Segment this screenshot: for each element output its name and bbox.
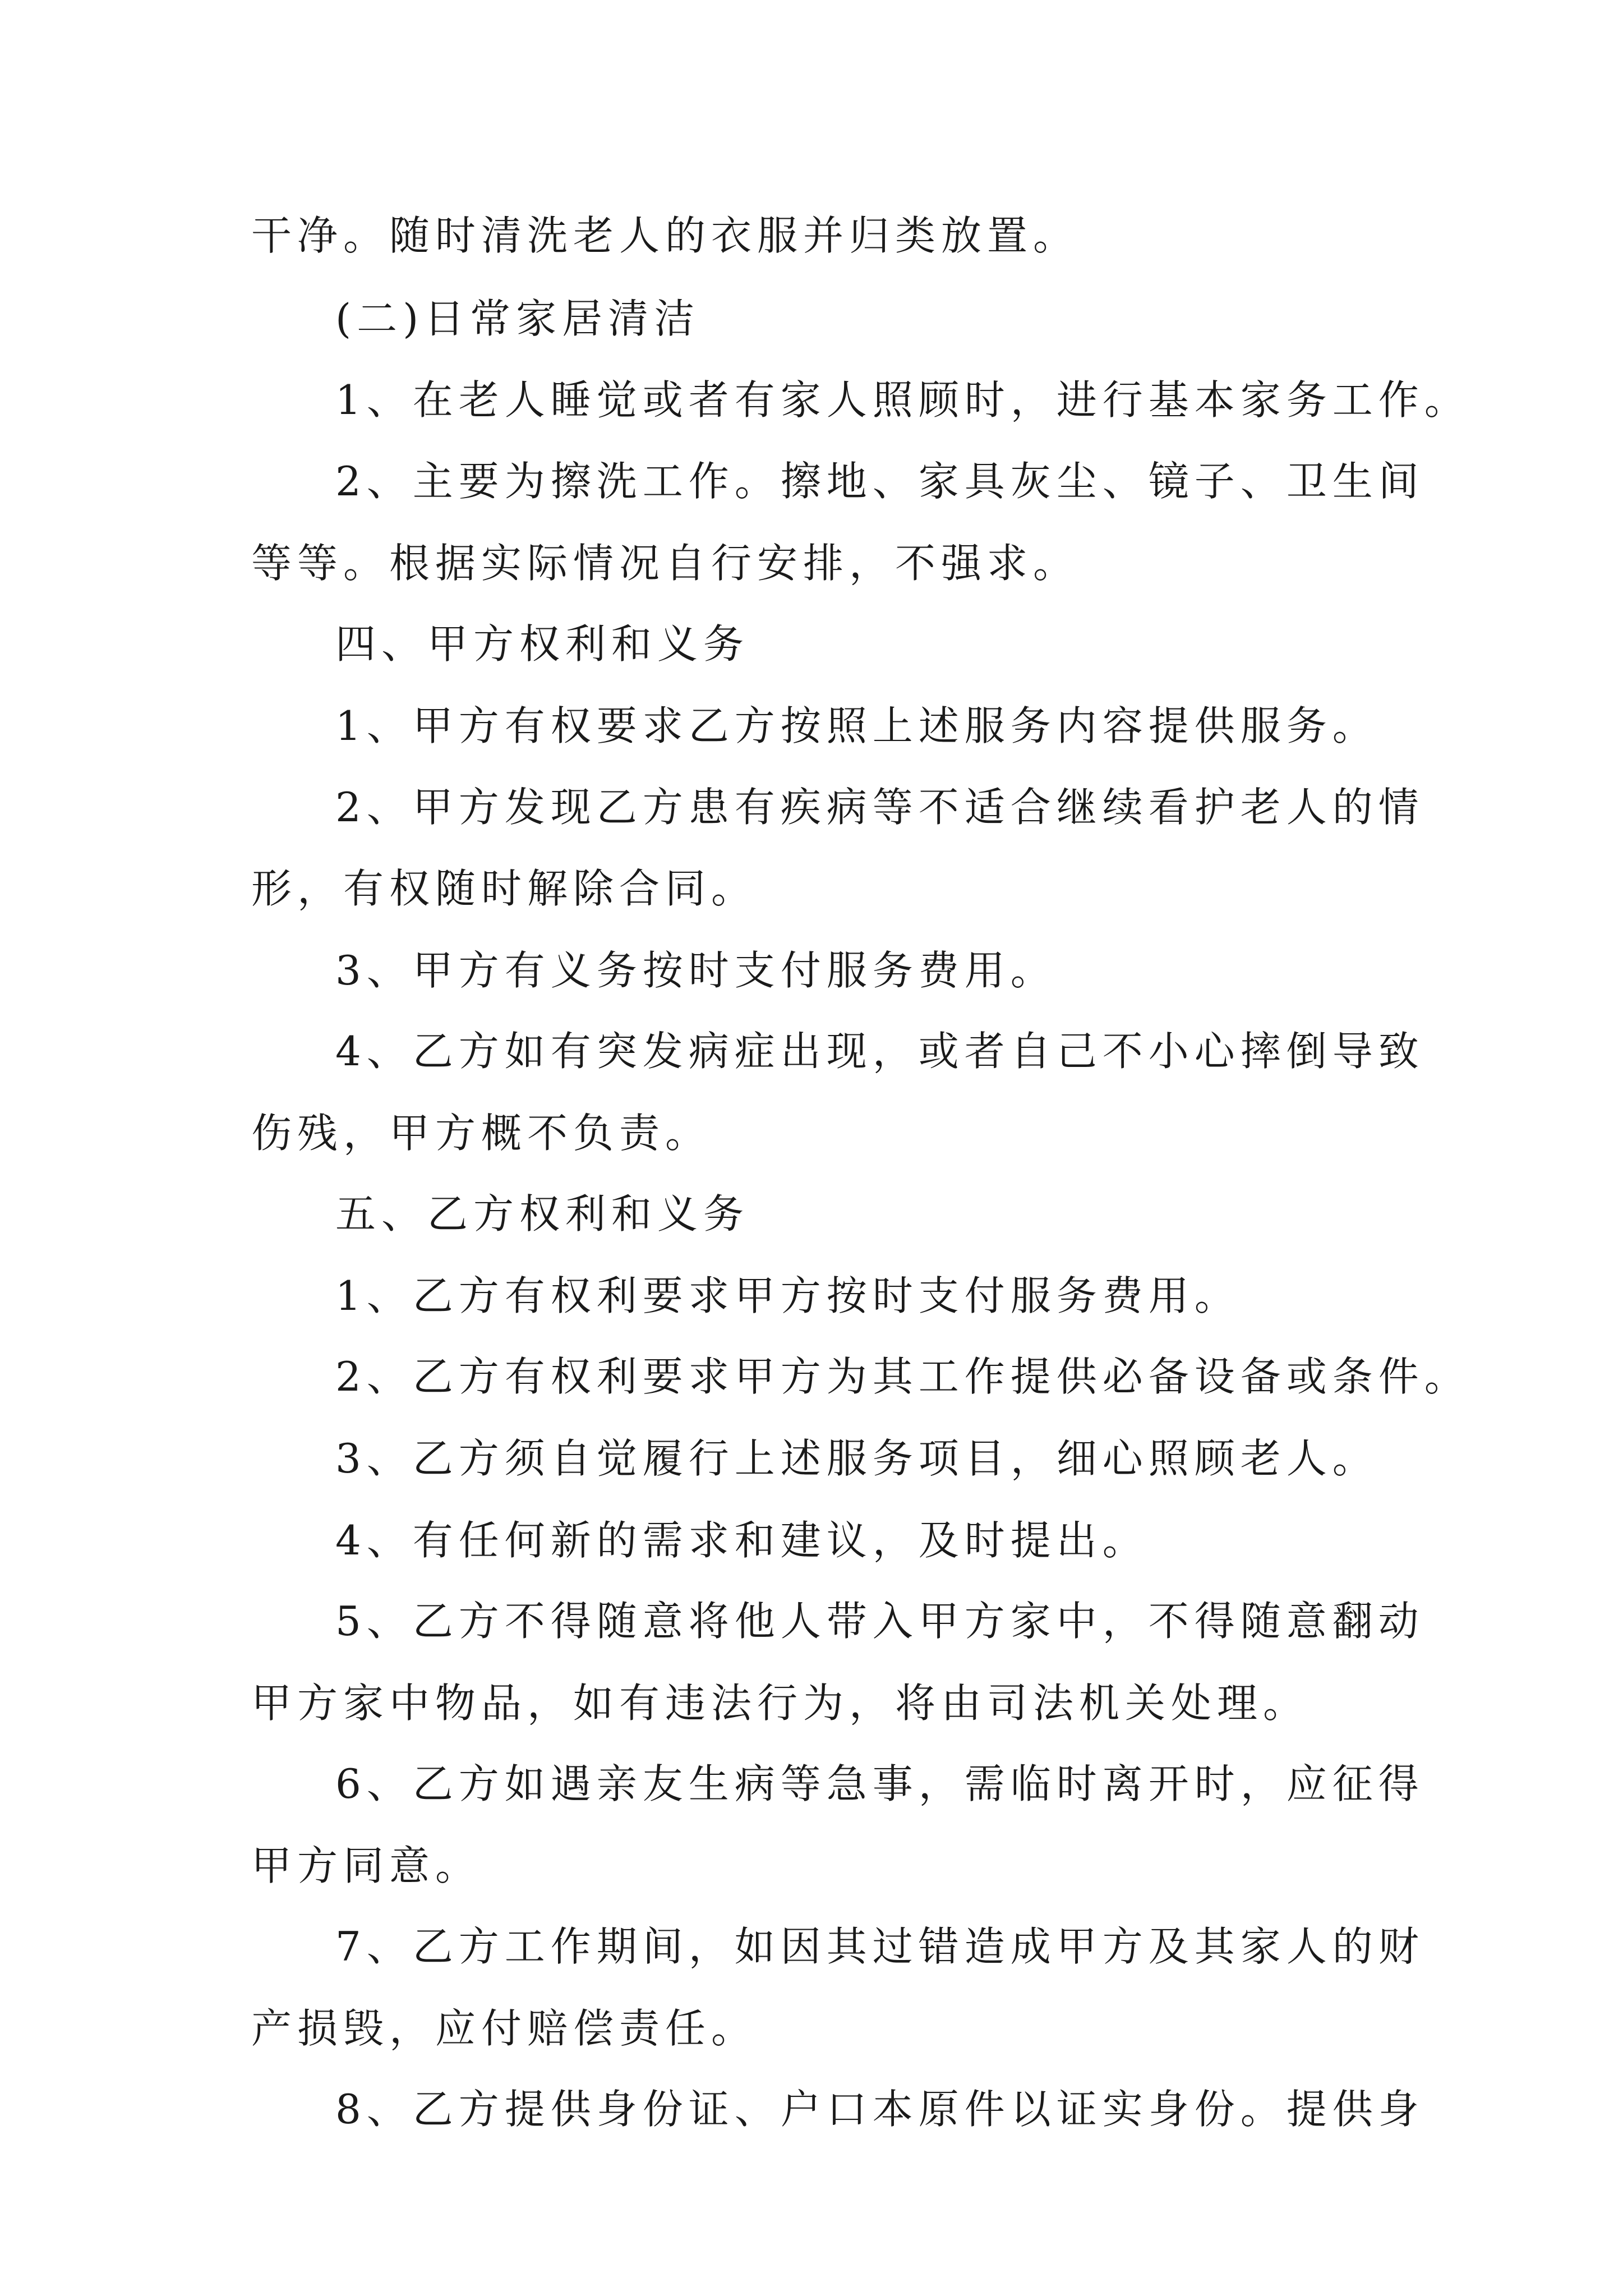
text-line: 1、甲方有权要求乙方按照上述服务内容提供服务。: [335, 702, 1378, 749]
text-line: 4、有任何新的需求和建议，及时提出。: [335, 1517, 1149, 1564]
text-line: 7、乙方工作期间，如因其过错造成甲方及其家人的财: [335, 1923, 1424, 1970]
section-heading: 四、甲方权利和义务: [335, 620, 750, 668]
text-line: 甲方同意。: [251, 1842, 482, 1889]
text-line: 等等。根据实际情况自行安排，不强求。: [251, 540, 1080, 587]
section-heading: 五、乙方权利和义务: [335, 1190, 750, 1237]
text-line: 干净。随时清洗老人的衣服并归类放置。: [251, 212, 1080, 259]
section-heading: (二)日常家居清洁: [335, 295, 700, 342]
text-line: 伤残，甲方概不负责。: [251, 1110, 712, 1157]
text-line: 3、甲方有义务按时支付服务费用。: [335, 947, 1057, 994]
text-line: 6、乙方如遇亲友生病等急事，需临时离开时，应征得: [335, 1760, 1424, 1807]
text-line: 形，有权随时解除合同。: [251, 865, 758, 912]
text-line: 2、甲方发现乙方患有疾病等不适合继续看护老人的情: [335, 784, 1424, 831]
text-line: 甲方家中物品，如有违法行为，将由司法机关处理。: [251, 1680, 1310, 1727]
text-line: 8、乙方提供身份证、户口本原件以证实身份。提供身: [335, 2086, 1424, 2133]
text-line: 5、乙方不得随意将他人带入甲方家中，不得随意翻动: [335, 1598, 1424, 1645]
text-line: 4、乙方如有突发病症出现，或者自己不小心摔倒导致: [335, 1028, 1424, 1075]
text-line: 2、乙方有权利要求甲方为其工作提供必备设备或条件。: [335, 1353, 1470, 1400]
text-line: 1、乙方有权利要求甲方按时支付服务费用。: [335, 1272, 1241, 1319]
text-line: 1、在老人睡觉或者有家人照顾时，进行基本家务工作。: [335, 376, 1470, 424]
text-line: 产损毁，应付赔偿责任。: [251, 2005, 758, 2052]
text-line: 2、主要为擦洗工作。擦地、家具灰尘、镜子、卫生间: [335, 458, 1424, 505]
text-line: 3、乙方须自觉履行上述服务项目，细心照顾老人。: [335, 1435, 1378, 1482]
